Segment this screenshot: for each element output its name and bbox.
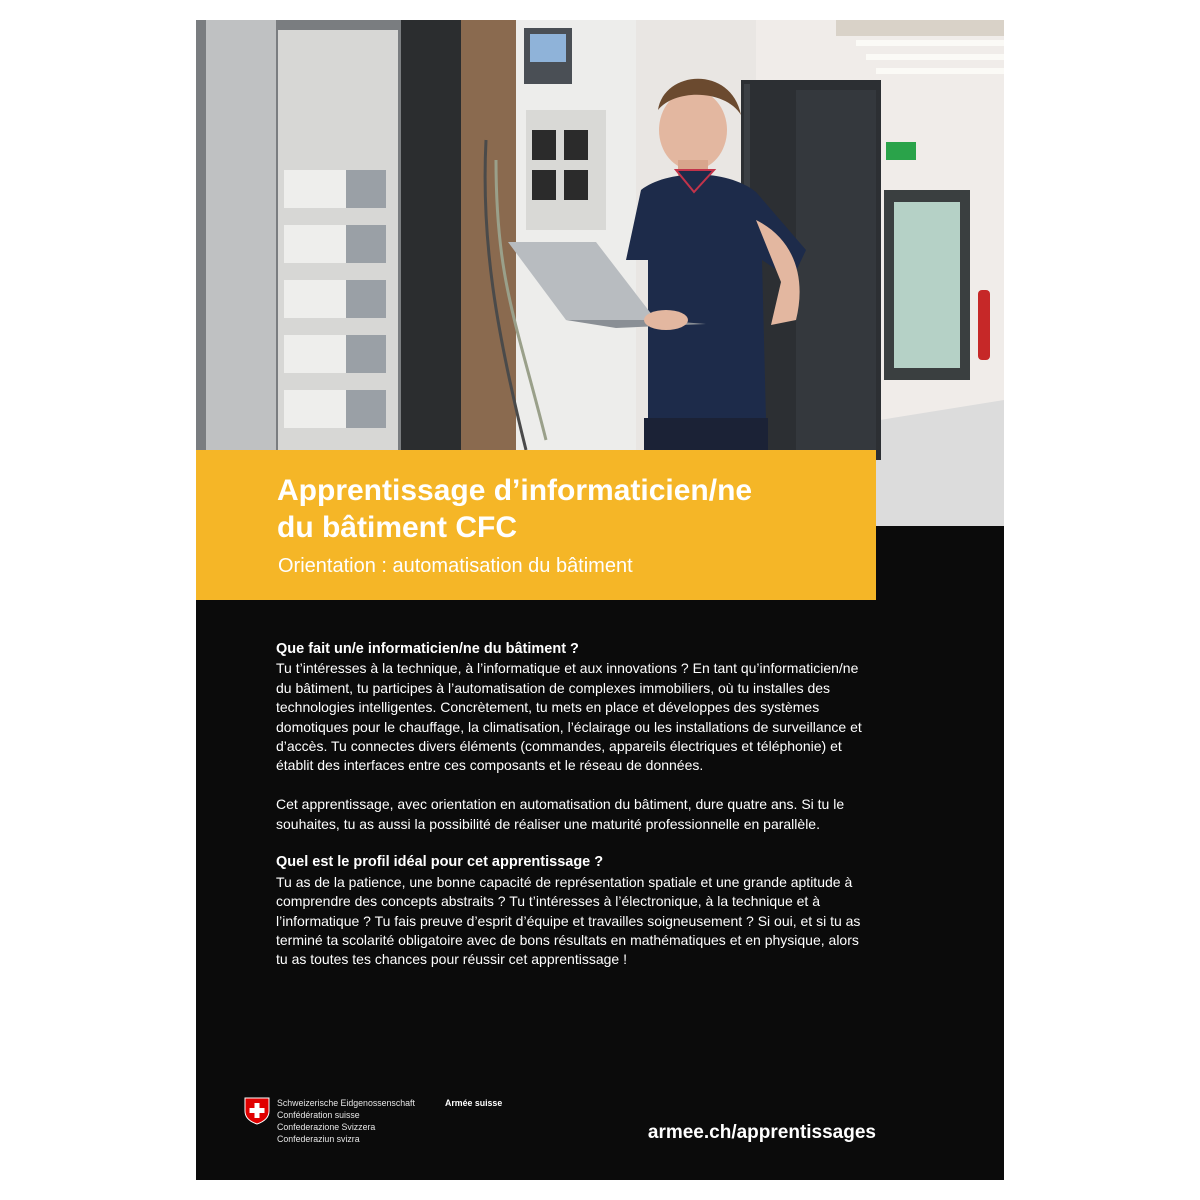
title-band [196, 450, 876, 600]
conf-it: Confederazione Svizzera [277, 1122, 376, 1132]
website-url: armee.ch/apprentissages [647, 1122, 876, 1143]
swiss-coat-of-arms-icon [244, 1097, 270, 1125]
section-heading-2: Quel est le profil idéal pour cet apprentissage ? [276, 854, 604, 871]
title-line-2: du bâtiment CFC [277, 511, 517, 544]
confederation-names [277, 1097, 415, 1145]
section-paragraph-3: Tu as de la patience, une bonne capacité de représentation spatiale et une grande aptitude à comprendre des concepts abstraits ? Tu t’intéresses à l’électronique, à la technique et à l’informatique ? Tu fais preuve d’esprit d’équipe et travailles soigneusement ? Si oui, et si tu as terminé ta scolarité obligatoire avec de bons résultats en mathématiques et en physique, alors tu as toutes tes chances pour réussir cet apprentissage ! [276, 873, 861, 968]
conf-rm: Confederaziun svizra [277, 1134, 360, 1144]
section-paragraph-2: Cet apprentissage, avec orientation en automatisation du bâtiment, dure quatre ans. Si tu le souhaites, tu as aussi la possibilité de réaliser une maturité professionnelle en parallèle. [276, 796, 845, 832]
body-text [276, 640, 868, 989]
poster [196, 20, 1004, 1180]
conf-de: Schweizerische Eidgenossenschaft [277, 1098, 415, 1108]
page-title [277, 472, 867, 546]
title-line-1: Apprentissage d’informaticien/ne [277, 474, 753, 507]
section-heading-1: Que fait un/e informaticien/ne du bâtiment ? [276, 641, 579, 657]
section-paragraph-1: Tu t’intéresses à la technique, à l’informatique et aux innovations ? En tant qu’informaticien/ne du bâtiment, tu participes à l’automatisation de complexes immobiliers, où tu installes des technologies intelligentes. Concrètement, tu mets en place et développes des systèmes domotiques pour le chauffage, la climatisation, l’éclairage ou les installations de surveillance et d’accès. Tu connectes divers éléments (commandes, appareils électriques et téléphonie) et établit des interfaces entre ces composants et le réseau de données. [276, 660, 862, 774]
conf-fr: Confédération suisse [277, 1110, 360, 1120]
page-subtitle: Orientation : automatisation du bâtiment [278, 555, 633, 577]
army-label: Armée suisse [445, 1098, 503, 1108]
